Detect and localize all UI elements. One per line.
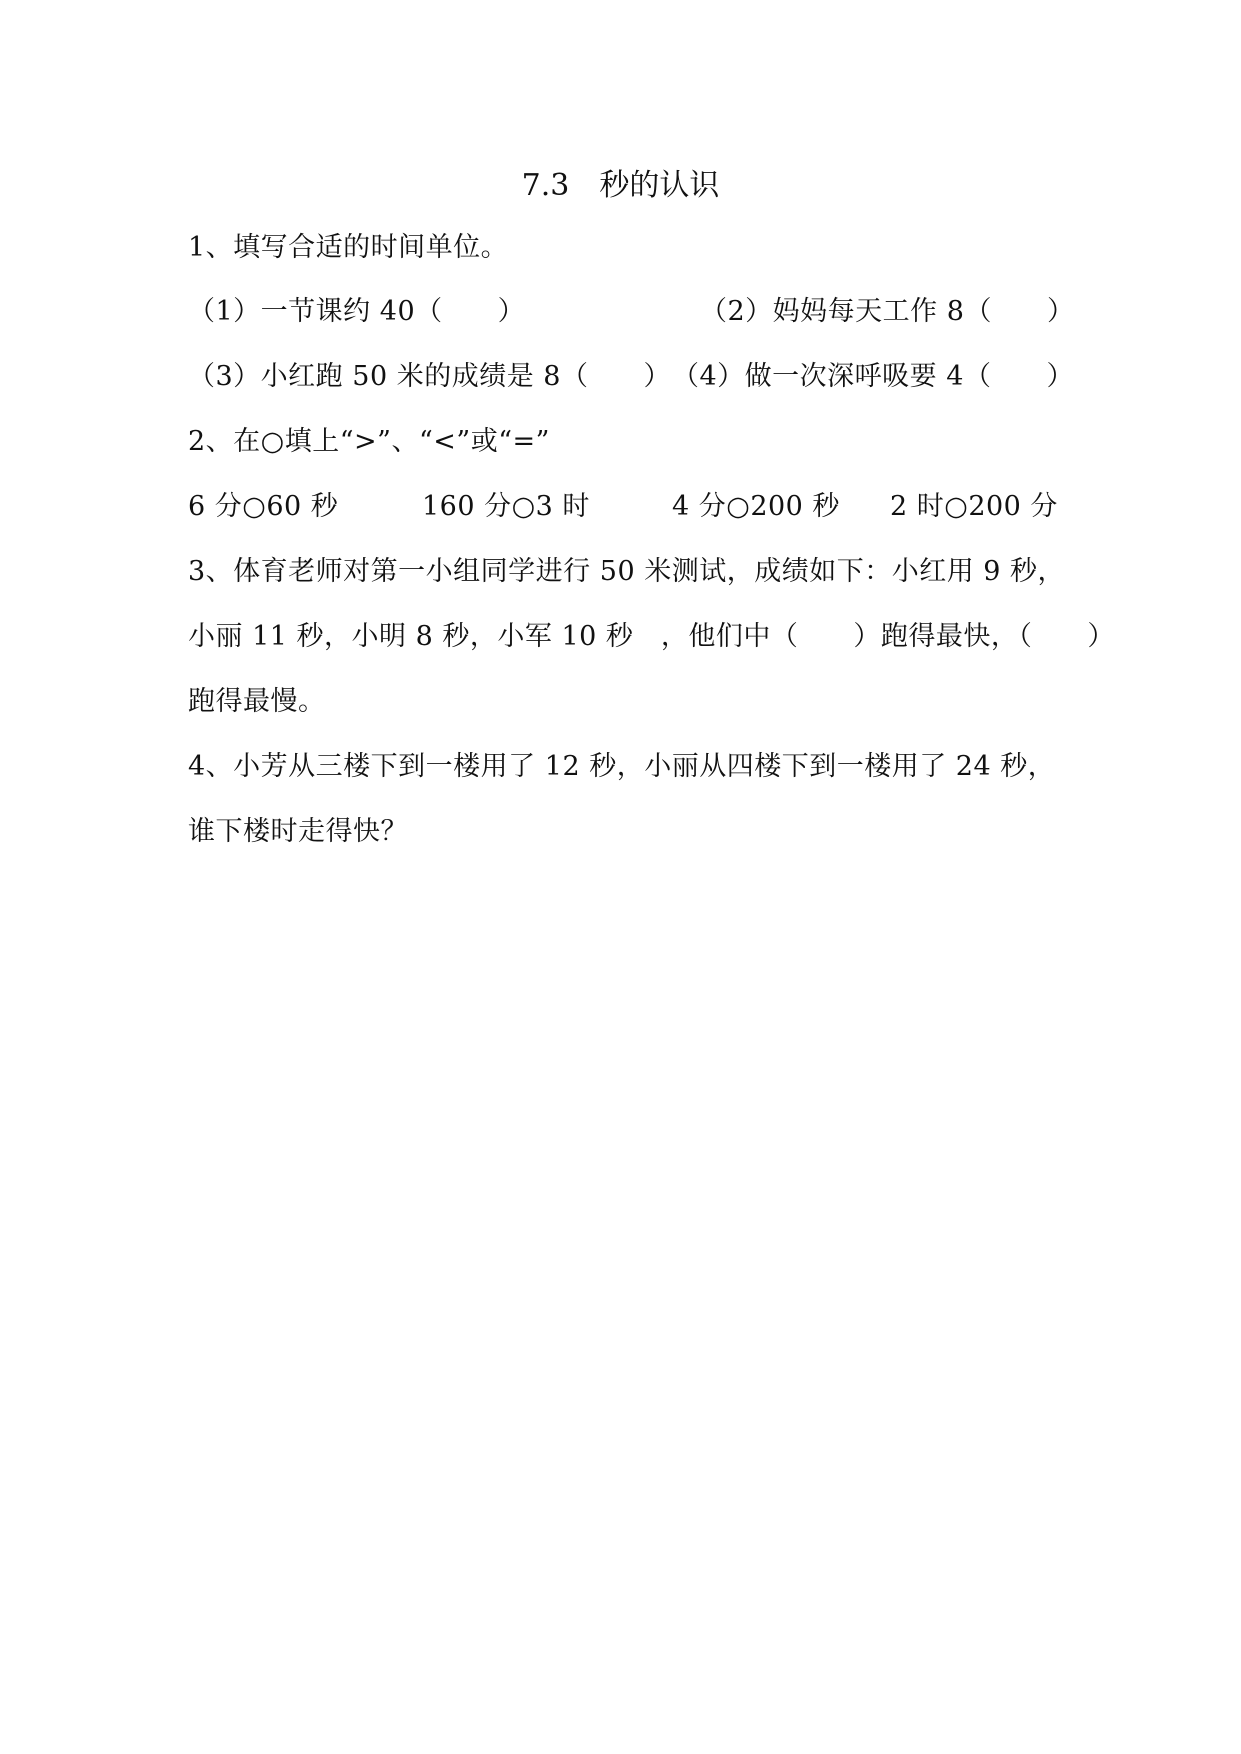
q3-line-2: 小丽 11 秒，小明 8 秒，小军 10 秒 ，他们中（ ）跑得最快，（ ） [188, 621, 1115, 652]
q4-line-1: 4、小芳从三楼下到一楼用了 12 秒，小丽从四楼下到一楼用了 24 秒， [188, 751, 1056, 782]
q1-item-3: （3）小红跑 50 米的成绩是 8（ ） [188, 361, 671, 392]
q1-item-2: （2）妈妈每天工作 8（ ） [700, 296, 1075, 327]
q2-item-3: 4 分○200 秒 [672, 491, 840, 522]
q2-item-4: 2 时○200 分 [890, 491, 1058, 522]
q2-item-2: 160 分○3 时 [422, 491, 590, 522]
q2-item-1: 6 分○60 秒 [188, 491, 339, 522]
q1-item-1: （1）一节课约 40（ ） [188, 296, 526, 327]
q4-line-2: 谁下楼时走得快？ [188, 816, 408, 847]
q1-heading: 1、填写合适的时间单位。 [188, 232, 509, 263]
q3-line-3: 跑得最慢。 [188, 686, 326, 717]
q3-line-1: 3、体育老师对第一小组同学进行 50 米测试，成绩如下：小红用 9 秒， [188, 556, 1066, 587]
q2-heading: 2、在○填上“>”、“<”或“=” [188, 426, 550, 457]
q1-item-4: （4）做一次深呼吸要 4（ ） [672, 361, 1074, 392]
page-title: 7.3 秒的认识 [521, 168, 720, 203]
